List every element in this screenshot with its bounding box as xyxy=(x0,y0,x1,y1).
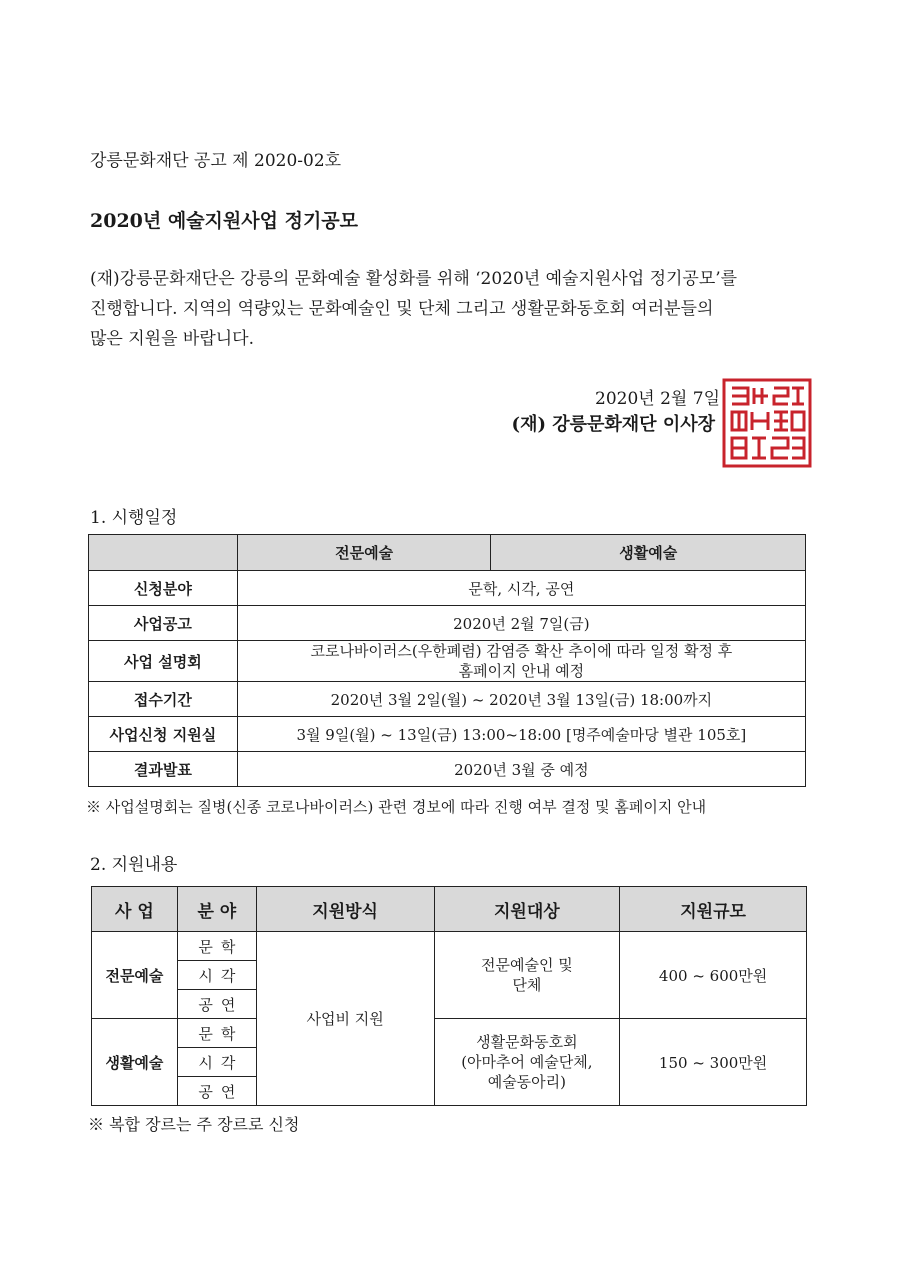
row-value xyxy=(237,641,805,682)
field-cell: 시각 xyxy=(177,961,256,990)
row-label: 접수기간 xyxy=(89,682,238,717)
row-value: 3월 9일(월) ~ 13일(금) 13:00~18:00 [명주예술마당 별관 105호] xyxy=(237,717,805,752)
row-value-line: 홈페이지 안내 예정 xyxy=(458,662,585,680)
support-table xyxy=(91,886,807,1106)
table-row xyxy=(89,682,806,717)
row-value: 문학, 시각, 공연 xyxy=(237,571,805,606)
table-header-row xyxy=(89,535,806,571)
column-header: 지원방식 xyxy=(256,887,434,932)
field-cell: 공연 xyxy=(177,990,256,1019)
issue-date: 2020년 2월 7일 xyxy=(595,389,720,409)
schedule-note: ※ 사업설명회는 질병(신종 코로나바이러스) 관련 경보에 따라 진행 여부 결정 및 홈페이지 안내 xyxy=(86,798,707,816)
intro-line: 많은 지원을 바랍니다. xyxy=(90,329,255,349)
table-header-row xyxy=(92,887,807,932)
row-value-line: 코로나바이러스(우한폐렴) 감염증 확산 추이에 따라 일정 확정 후 xyxy=(310,642,733,660)
support-scale: 400 ~ 600만원 xyxy=(620,932,807,1019)
issuer-name: (재) 강릉문화재단 이사장 xyxy=(511,414,715,435)
intro-paragraph xyxy=(90,264,830,354)
notice-number: 강릉문화재단 공고 제 2020-02호 xyxy=(90,151,342,171)
table-row xyxy=(89,641,806,682)
schedule-table xyxy=(88,534,806,787)
column-header: 전문예술 xyxy=(237,535,491,571)
column-header: 사 업 xyxy=(92,887,178,932)
field-cell: 시각 xyxy=(177,1048,256,1077)
column-header xyxy=(89,535,238,571)
support-target xyxy=(434,932,620,1019)
support-method: 사업비 지원 xyxy=(256,932,434,1106)
field-cell: 공연 xyxy=(177,1077,256,1106)
field-cell: 문학 xyxy=(177,1019,256,1048)
row-value: 2020년 2월 7일(금) xyxy=(237,606,805,641)
support-note: ※ 복합 장르는 주 장르로 신청 xyxy=(88,1115,300,1134)
target-line: 전문예술인 및 xyxy=(481,956,573,974)
section-title-support: 2. 지원내용 xyxy=(90,855,178,875)
target-line: 단체 xyxy=(512,976,542,994)
table-row xyxy=(89,571,806,606)
support-scale: 150 ~ 300만원 xyxy=(620,1019,807,1106)
column-header: 생활예술 xyxy=(491,535,806,571)
column-header: 지원규모 xyxy=(620,887,807,932)
section-title-schedule: 1. 시행일정 xyxy=(90,508,178,528)
table-row xyxy=(89,606,806,641)
group-name: 전문예술 xyxy=(92,932,178,1019)
row-label: 사업 설명회 xyxy=(89,641,238,682)
row-value: 2020년 3월 중 예정 xyxy=(237,752,805,787)
row-label: 사업공고 xyxy=(89,606,238,641)
intro-line: 진행합니다. 지역의 역량있는 문화예술인 및 단체 그리고 생활문화동호회 여러분들의 xyxy=(90,299,714,319)
row-label: 사업신청 지원실 xyxy=(89,717,238,752)
support-target xyxy=(434,1019,620,1106)
document-title: 2020년 예술지원사업 정기공모 xyxy=(90,210,359,232)
row-value: 2020년 3월 2일(월) ~ 2020년 3월 13일(금) 18:00까지 xyxy=(237,682,805,717)
column-header: 지원대상 xyxy=(434,887,620,932)
intro-line: (재)강릉문화재단은 강릉의 문화예술 활성화를 위해 ‘2020년 예술지원사업 정기공모’를 xyxy=(90,269,738,289)
row-label: 신청분야 xyxy=(89,571,238,606)
official-seal-icon xyxy=(722,378,812,468)
group-name: 생활예술 xyxy=(92,1019,178,1106)
table-row xyxy=(89,717,806,752)
column-header: 분 야 xyxy=(177,887,256,932)
target-line: 예술동아리) xyxy=(487,1073,567,1091)
row-label: 결과발표 xyxy=(89,752,238,787)
table-row xyxy=(89,752,806,787)
table-row xyxy=(92,932,807,961)
field-cell: 문학 xyxy=(177,932,256,961)
target-line: (아마추어 예술단체, xyxy=(461,1053,593,1071)
target-line: 생활문화동호회 xyxy=(476,1033,578,1051)
table-row xyxy=(92,1019,807,1048)
